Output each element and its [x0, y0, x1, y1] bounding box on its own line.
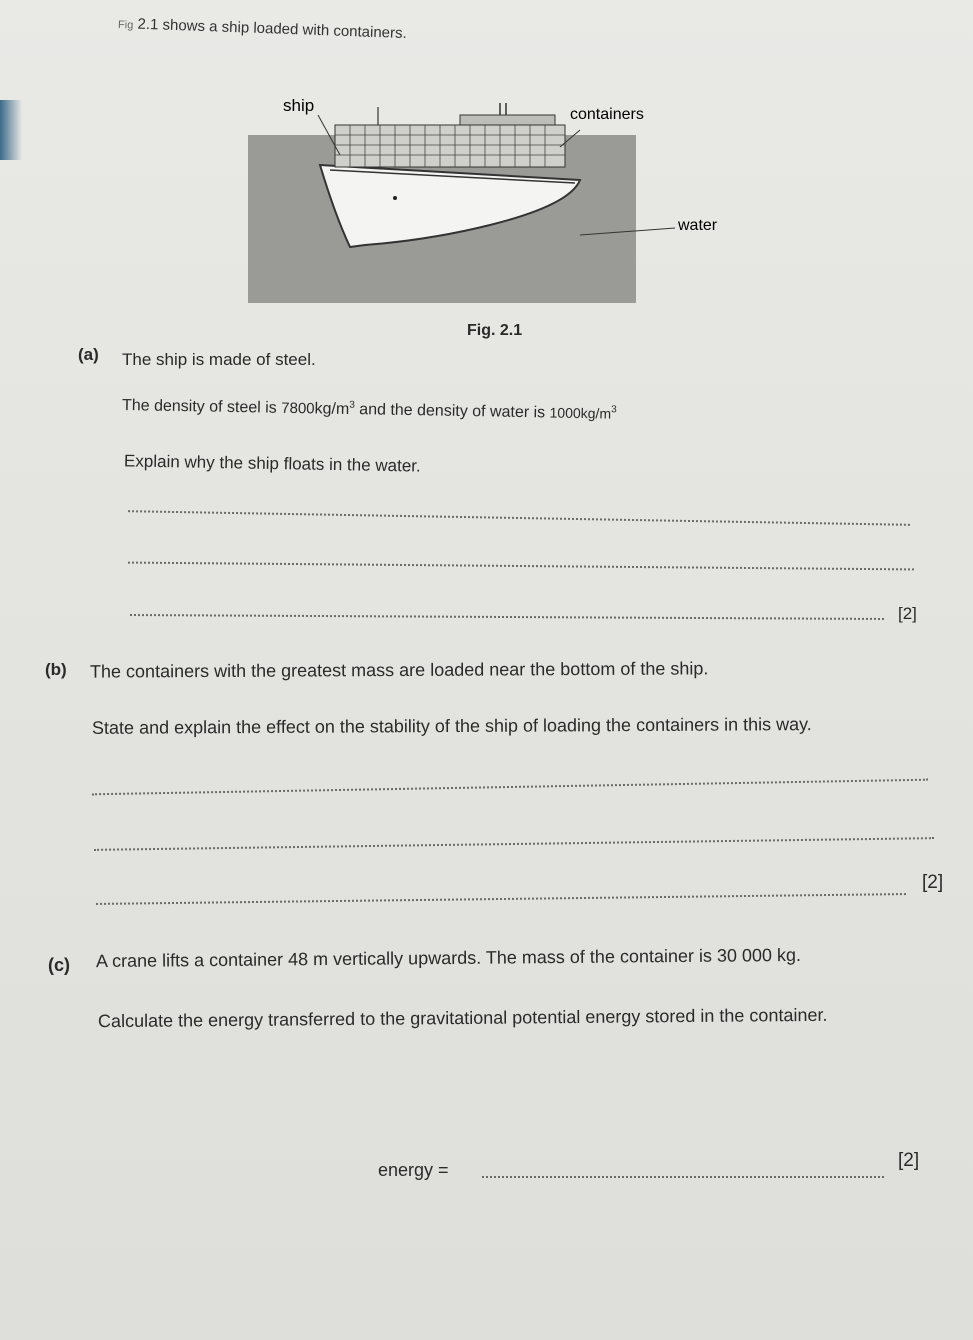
part-b-instruction: State and explain the effect on the stability of the ship of loading the containers in this way. — [91, 714, 812, 738]
fig-ref: Fig — [117, 18, 134, 32]
density-mid: and the density of water is — [359, 401, 546, 422]
water-unit-exponent: 3 — [611, 404, 617, 416]
part-a-marks: [2] — [898, 604, 917, 623]
part-a-density-line — [122, 396, 617, 424]
part-b-line1: The containers with the greatest mass are loaded near the bottom of the ship. — [89, 658, 709, 682]
answer-line-a3[interactable] — [130, 614, 884, 620]
steel-unit-exponent: 3 — [349, 399, 355, 411]
part-c-line1: A crane lifts a container 48 m vertically upwards. The mass of the container is 30 000 kg. — [95, 944, 802, 972]
energy-answer-label: energy = — [378, 1160, 449, 1180]
answer-line-b1[interactable] — [92, 779, 928, 796]
steel-density-unit: kg/m — [314, 400, 350, 418]
water-density-value: 1000 — [549, 404, 581, 422]
part-b-label: (b) — [45, 660, 67, 679]
water-density-unit: kg/m — [580, 405, 612, 422]
part-c-instruction: Calculate the energy transferred to the gravitational potential energy stored in the container. — [97, 1004, 828, 1032]
intro-text: 2.1 shows a ship loaded with containers. — [137, 15, 407, 43]
label-containers: containers — [570, 106, 644, 123]
part-a-instruction: Explain why the ship floats in the water. — [123, 451, 421, 476]
energy-answer-line[interactable] — [482, 1176, 884, 1178]
ship-figure — [240, 85, 740, 310]
label-water: water — [678, 217, 718, 234]
label-ship: ship — [283, 96, 315, 115]
container-stack — [335, 125, 565, 167]
density-prefix: The density of steel is — [121, 397, 277, 417]
steel-density-value: 7800 — [281, 399, 315, 418]
page-edge-shadow — [0, 100, 22, 160]
answer-line-b3[interactable] — [96, 893, 906, 905]
part-c-label: (c) — [48, 955, 70, 975]
part-a-line1: The ship is made of steel. — [122, 350, 316, 369]
figure-caption: Fig. 2.1 — [467, 322, 523, 339]
answer-line-a1[interactable] — [128, 510, 910, 526]
part-b-marks: [2] — [922, 872, 944, 893]
intro-line — [118, 15, 407, 42]
answer-line-b2[interactable] — [94, 837, 934, 851]
answer-line-a2[interactable] — [128, 562, 914, 571]
part-a-label: (a) — [78, 345, 99, 364]
part-c-marks: [2] — [898, 1150, 920, 1171]
